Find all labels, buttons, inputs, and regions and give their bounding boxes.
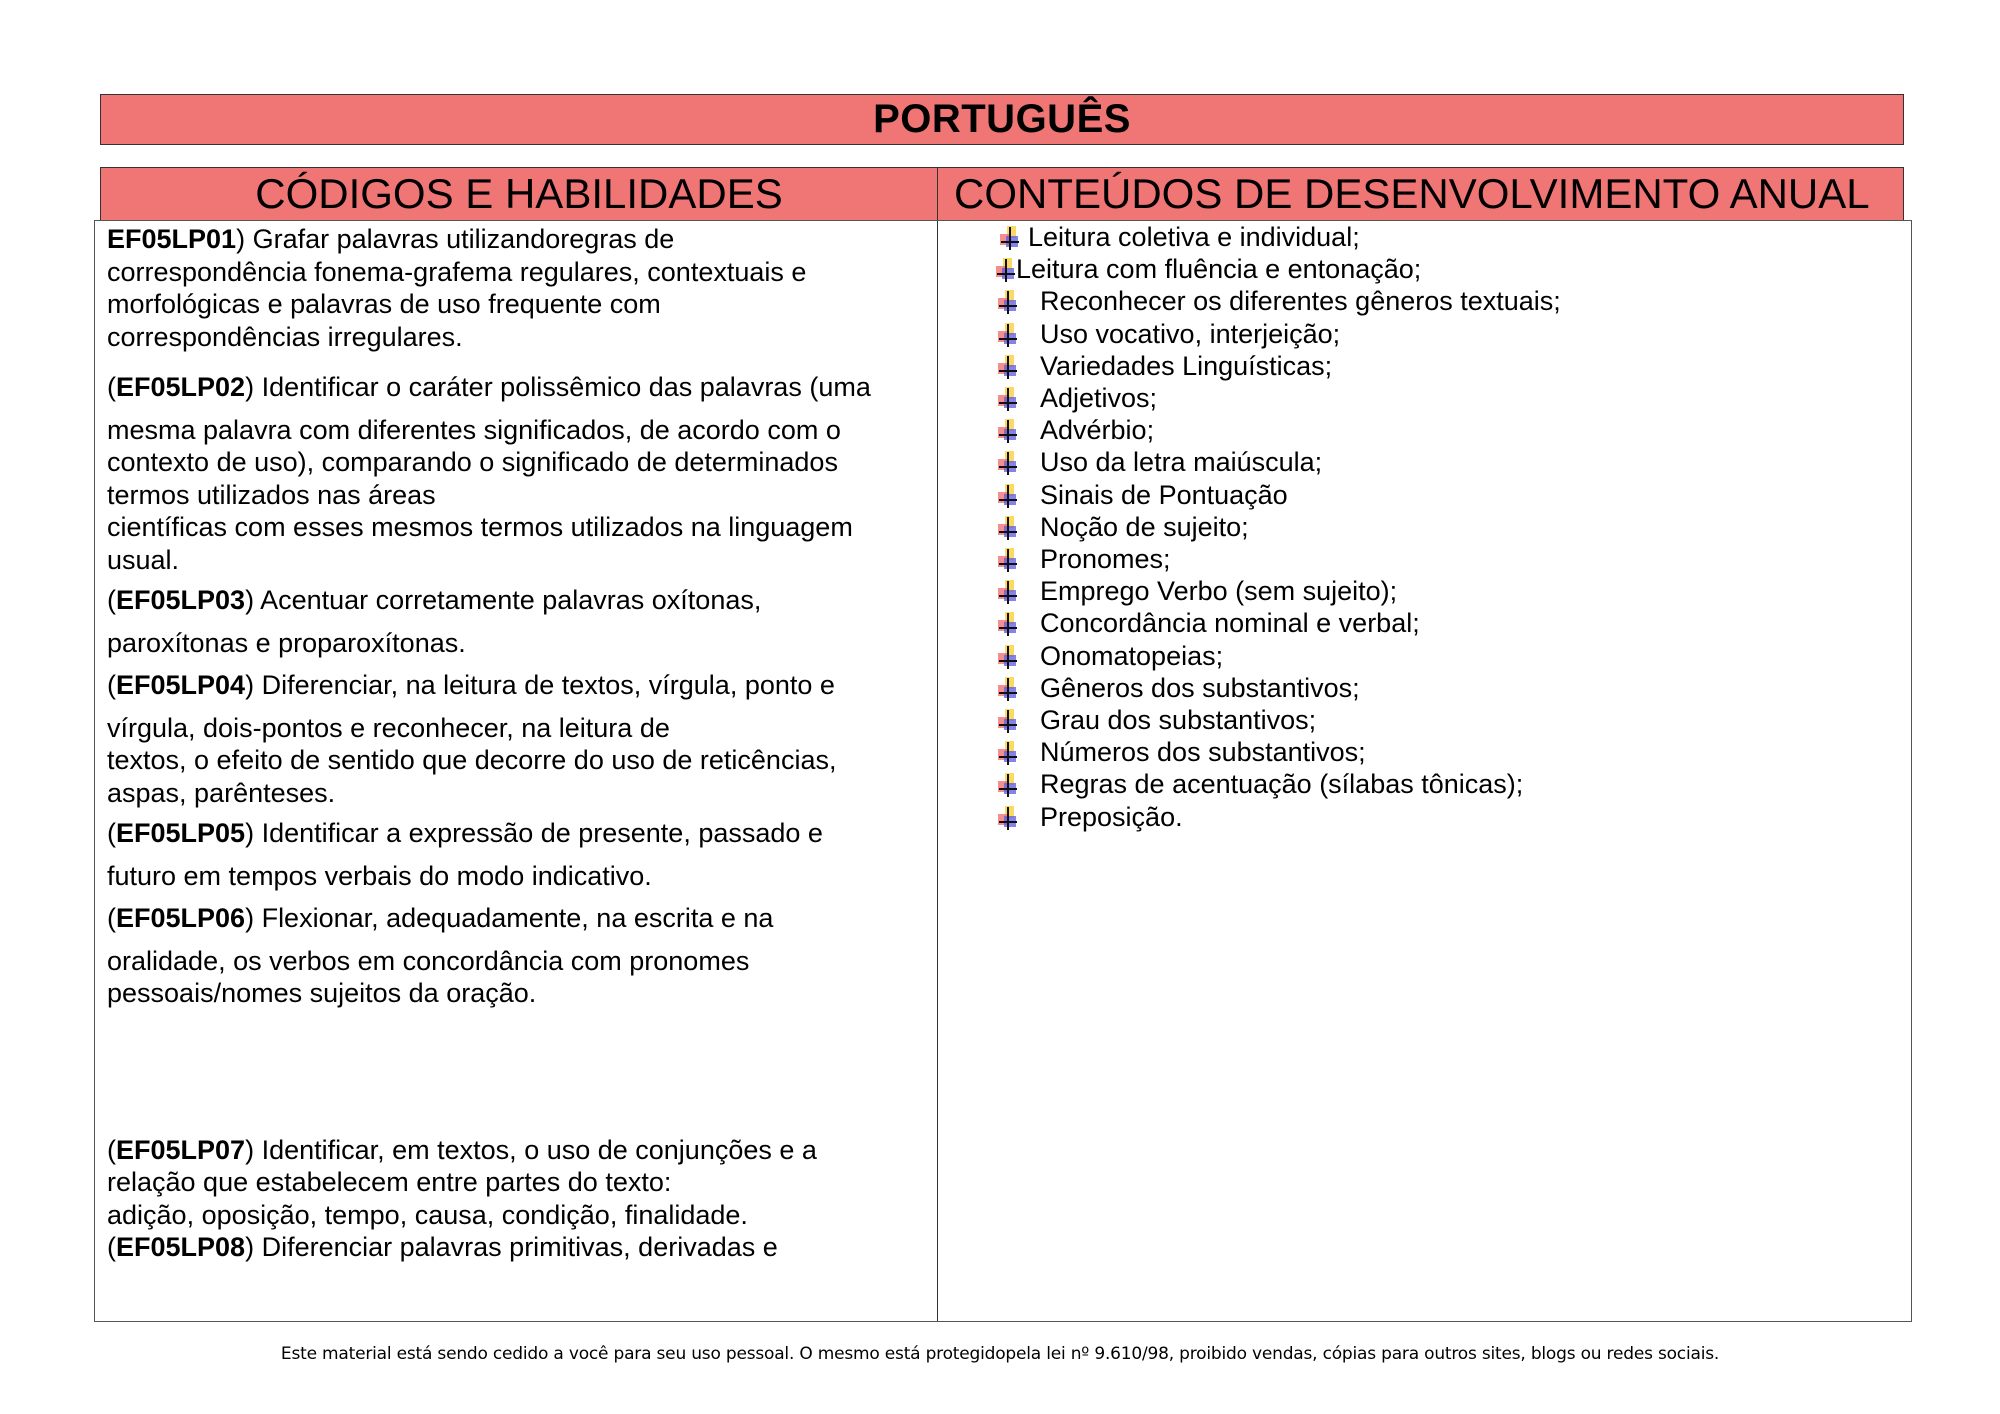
content-list-item [938, 414, 1911, 446]
content-item-label: Grau dos substantivos; [1040, 705, 1317, 736]
content-item-label: Números dos substantivos; [1040, 737, 1366, 768]
content-list-item [938, 446, 1911, 478]
content-item-label: Reconhecer os diferentes gêneros textuais; [1040, 286, 1561, 317]
skill-ef05lp04: (EF05LP04) Diferenciar, na leitura de textos, vírgula, ponto e vírgula, dois-pontos e reconhecer, na leitura de textos, o efeito de sentido que decorre do uso de reticências, aspas, parênteses. [107, 670, 837, 808]
skill-code: EF05LP05 [116, 818, 246, 848]
skill-code: EF05LP02 [116, 372, 246, 402]
title-banner [100, 94, 1904, 145]
arrow-down-bullet-icon [994, 258, 1016, 284]
arrow-down-bullet-icon [996, 645, 1018, 671]
content-item-label: Emprego Verbo (sem sujeito); [1040, 576, 1398, 607]
content-table [94, 220, 1912, 1322]
table-header-row [100, 167, 1904, 220]
content-list-item [938, 350, 1911, 382]
page-title: PORTUGUÊS [873, 97, 1131, 141]
arrow-down-bullet-icon [996, 741, 1018, 767]
arrow-down-bullet-icon [996, 806, 1018, 832]
content-list-item [938, 607, 1911, 639]
arrow-down-bullet-icon [996, 484, 1018, 510]
content-list-item [938, 511, 1911, 543]
content-item-label: Leitura com fluência e entonação; [1016, 254, 1422, 285]
skill-ef05lp07: (EF05LP07) Identificar, em textos, o uso de conjunções e a relação que estabelecem entre partes do texto: adição, oposição, tempo, causa, condição, finalidade. [107, 1134, 817, 1230]
arrow-down-bullet-icon [996, 612, 1018, 638]
skill-ef05lp03: (EF05LP03) Acentuar corretamente palavras oxítonas, paroxítonas e proparoxítonas. [107, 585, 762, 658]
content-list-item [938, 801, 1911, 833]
header-codigos: CÓDIGOS E HABILIDADES [101, 168, 938, 220]
arrow-down-bullet-icon [996, 548, 1018, 574]
content-item-label: Regras de acentuação (sílabas tônicas); [1040, 769, 1524, 800]
content-item-label: Pronomes; [1040, 544, 1171, 575]
arrow-down-bullet-icon [996, 419, 1018, 445]
content-item-label: Uso da letra maiúscula; [1040, 447, 1323, 478]
content-list-item [938, 704, 1911, 736]
arrow-down-bullet-icon [996, 580, 1018, 606]
skill-code: EF05LP04 [116, 670, 246, 700]
content-item-label: Adjetivos; [1040, 383, 1158, 414]
content-list-item [938, 768, 1911, 800]
content-item-label: Uso vocativo, interjeição; [1040, 318, 1341, 349]
content-item-label: Concordância nominal e verbal; [1040, 608, 1420, 639]
skill-code: EF05LP01 [107, 224, 237, 254]
content-list-item [938, 285, 1911, 317]
content-list-item [938, 640, 1911, 672]
header-conteudos: CONTEÚDOS DE DESENVOLVIMENTO ANUAL [954, 170, 1870, 217]
skill-ef05lp06: (EF05LP06) Flexionar, adequadamente, na escrita e na oralidade, os verbos em concordância com pronomes pessoais/nomes sujeitos da oração. [107, 903, 774, 1008]
content-item-label: Variedades Linguísticas; [1040, 350, 1333, 381]
skill-code: EF05LP08 [116, 1232, 246, 1262]
skill-code: EF05LP03 [116, 585, 246, 615]
skills-column [95, 221, 938, 1321]
arrow-down-bullet-icon [996, 677, 1018, 703]
content-item-label: Preposição. [1040, 801, 1183, 832]
content-list-item [938, 736, 1911, 768]
arrow-down-bullet-icon [996, 387, 1018, 413]
arrow-down-bullet-icon [996, 323, 1018, 349]
content-list-item [938, 318, 1911, 350]
arrow-down-bullet-icon [996, 290, 1018, 316]
skill-code: EF05LP07 [116, 1134, 246, 1165]
copyright-footer: Este material está sendo cedido a você para seu uso pessoal. O mesmo está protegidopela lei nº 9.610/98, proibido vendas, cópias para outros sites, blogs ou redes sociais. [280, 1344, 1720, 1364]
arrow-down-bullet-icon [996, 451, 1018, 477]
skill-code: EF05LP06 [116, 903, 246, 933]
skill-ef05lp05: (EF05LP05) Identificar a expressão de presente, passado e futuro em tempos verbais do modo indicativo. [107, 818, 823, 891]
content-item-label: Leitura coletiva e individual; [1028, 222, 1360, 252]
arrow-down-bullet-icon [996, 773, 1018, 799]
contents-list [938, 221, 1911, 833]
content-list-item [938, 221, 1911, 253]
content-item-label: Onomatopeias; [1040, 640, 1224, 671]
arrow-down-bullet-icon [996, 709, 1018, 735]
content-list-item [938, 543, 1911, 575]
content-list-item [938, 479, 1911, 511]
content-list-item [938, 575, 1911, 607]
arrow-down-bullet-icon [996, 355, 1018, 381]
content-item-label: Gêneros dos substantivos; [1040, 672, 1360, 703]
contents-column [938, 221, 1911, 1321]
arrow-down-bullet-icon [998, 226, 1020, 252]
content-list-item [938, 382, 1911, 414]
skill-ef05lp02: (EF05LP02) Identificar o caráter polissêmico das palavras (uma mesma palavra com diferentes significados, de acordo com o contexto de uso), comparando o significado de determinados termos utilizados nas áreas científicas com esses mesmos termos utilizados na linguagem usual. [107, 372, 871, 575]
content-list-item [938, 672, 1911, 704]
content-item-label: Noção de sujeito; [1040, 511, 1249, 542]
arrow-down-bullet-icon [996, 516, 1018, 542]
content-list-item [938, 253, 1911, 285]
content-item-label: Advérbio; [1040, 415, 1155, 446]
skill-ef05lp01: EF05LP01) Grafar palavras utilizandoregras de correspondência fonema-grafema regulares, contextuais e morfológicas e palavras de uso frequente com correspondências irregulares. [107, 224, 807, 352]
content-item-label: Sinais de Pontuação [1040, 479, 1288, 510]
skill-ef05lp08: (EF05LP08) Diferenciar palavras primitivas, derivadas e [107, 1232, 778, 1262]
